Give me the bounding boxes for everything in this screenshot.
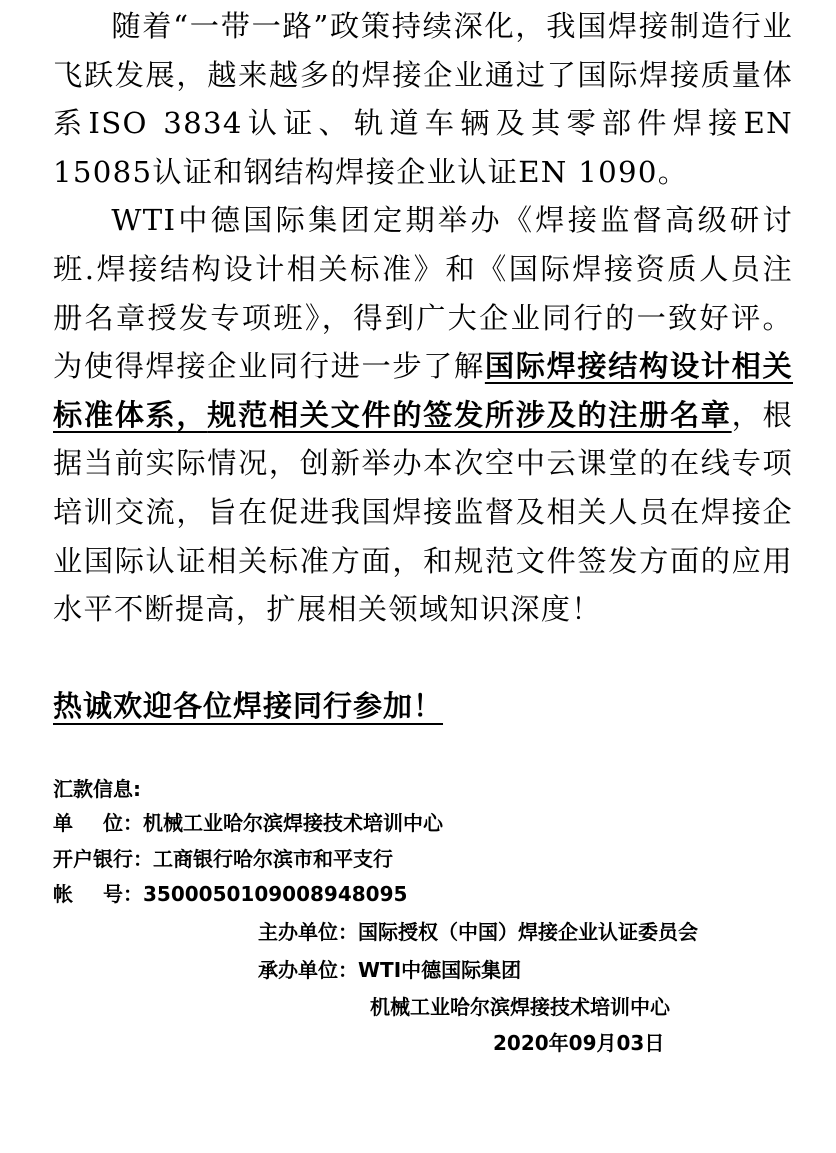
highlight-standards: 国际焊接结构设计相关标准体系 bbox=[53, 349, 793, 432]
highlight-seal: 规范相关文件的签发所涉及的注册名章 bbox=[207, 397, 732, 432]
welcome-line: 热诚欢迎各位焊接同行参加！ bbox=[53, 689, 444, 723]
co-value-1: WTI中德国际集团 bbox=[358, 958, 522, 982]
remittance-unit bbox=[53, 809, 443, 837]
document-date: 2020年09月03日 bbox=[493, 1031, 665, 1055]
account-value: 3500050109008948095 bbox=[143, 882, 408, 906]
account-label-char-1: 帐 bbox=[53, 882, 73, 906]
paragraph-1 bbox=[53, 2, 793, 196]
remittance-account bbox=[53, 880, 407, 908]
paragraph-2-text-b: ，根据当前实际情况，创新举办本次空中云课堂的在线专项培训交流，旨在促进我国焊接监督及相关人员在焊接企业国际认证相关标准方面，和规范文件签发方面的应用水平不断提高，扩展相关领域知识深度！ bbox=[53, 397, 793, 627]
highlight-separator: ， bbox=[176, 397, 208, 432]
account-label bbox=[53, 880, 143, 908]
body-text bbox=[53, 2, 793, 634]
account-label-char-2: 号： bbox=[103, 882, 143, 906]
host-value: 国际授权（中国）焊接企业认证委员会 bbox=[358, 920, 698, 944]
co-organizer bbox=[258, 956, 521, 984]
co-label: 承办单位： bbox=[258, 958, 358, 982]
remittance-bank bbox=[53, 845, 393, 873]
unit-label bbox=[53, 809, 143, 837]
unit-value: 机械工业哈尔滨焊接技术培训中心 bbox=[143, 811, 443, 835]
paragraph-2-text-a: WTI中德国际集团定期举办《焊接监督高级研讨班.焊接结构设计相关标准》和《国际焊接资质人员注册名章授发专项班》，得到广大企业同行的一致好评。为使得焊接企业同行进一步了解 bbox=[53, 203, 793, 384]
unit-label-char-1: 单 bbox=[53, 811, 73, 835]
host-organizer bbox=[258, 918, 698, 946]
remittance-heading: 汇款信息: bbox=[53, 777, 141, 801]
paragraph-1-text: 随着“一带一路”政策持续深化，我国焊接制造行业飞跃发展，越来越多的焊接企业通过了国际焊接质量体系ISO 3834认证、轨道车辆及其零部件焊接EN 15085认证和钢结构焊接企业认证EN 1090。 bbox=[53, 9, 793, 189]
bank-label: 开户银行： bbox=[53, 847, 153, 871]
paragraph-2 bbox=[53, 196, 793, 633]
host-label: 主办单位： bbox=[258, 920, 358, 944]
bank-value: 工商银行哈尔滨市和平支行 bbox=[153, 847, 393, 871]
co-organizer-2: 机械工业哈尔滨焊接技术培训中心 bbox=[370, 995, 670, 1019]
unit-label-char-2: 位： bbox=[103, 811, 143, 835]
